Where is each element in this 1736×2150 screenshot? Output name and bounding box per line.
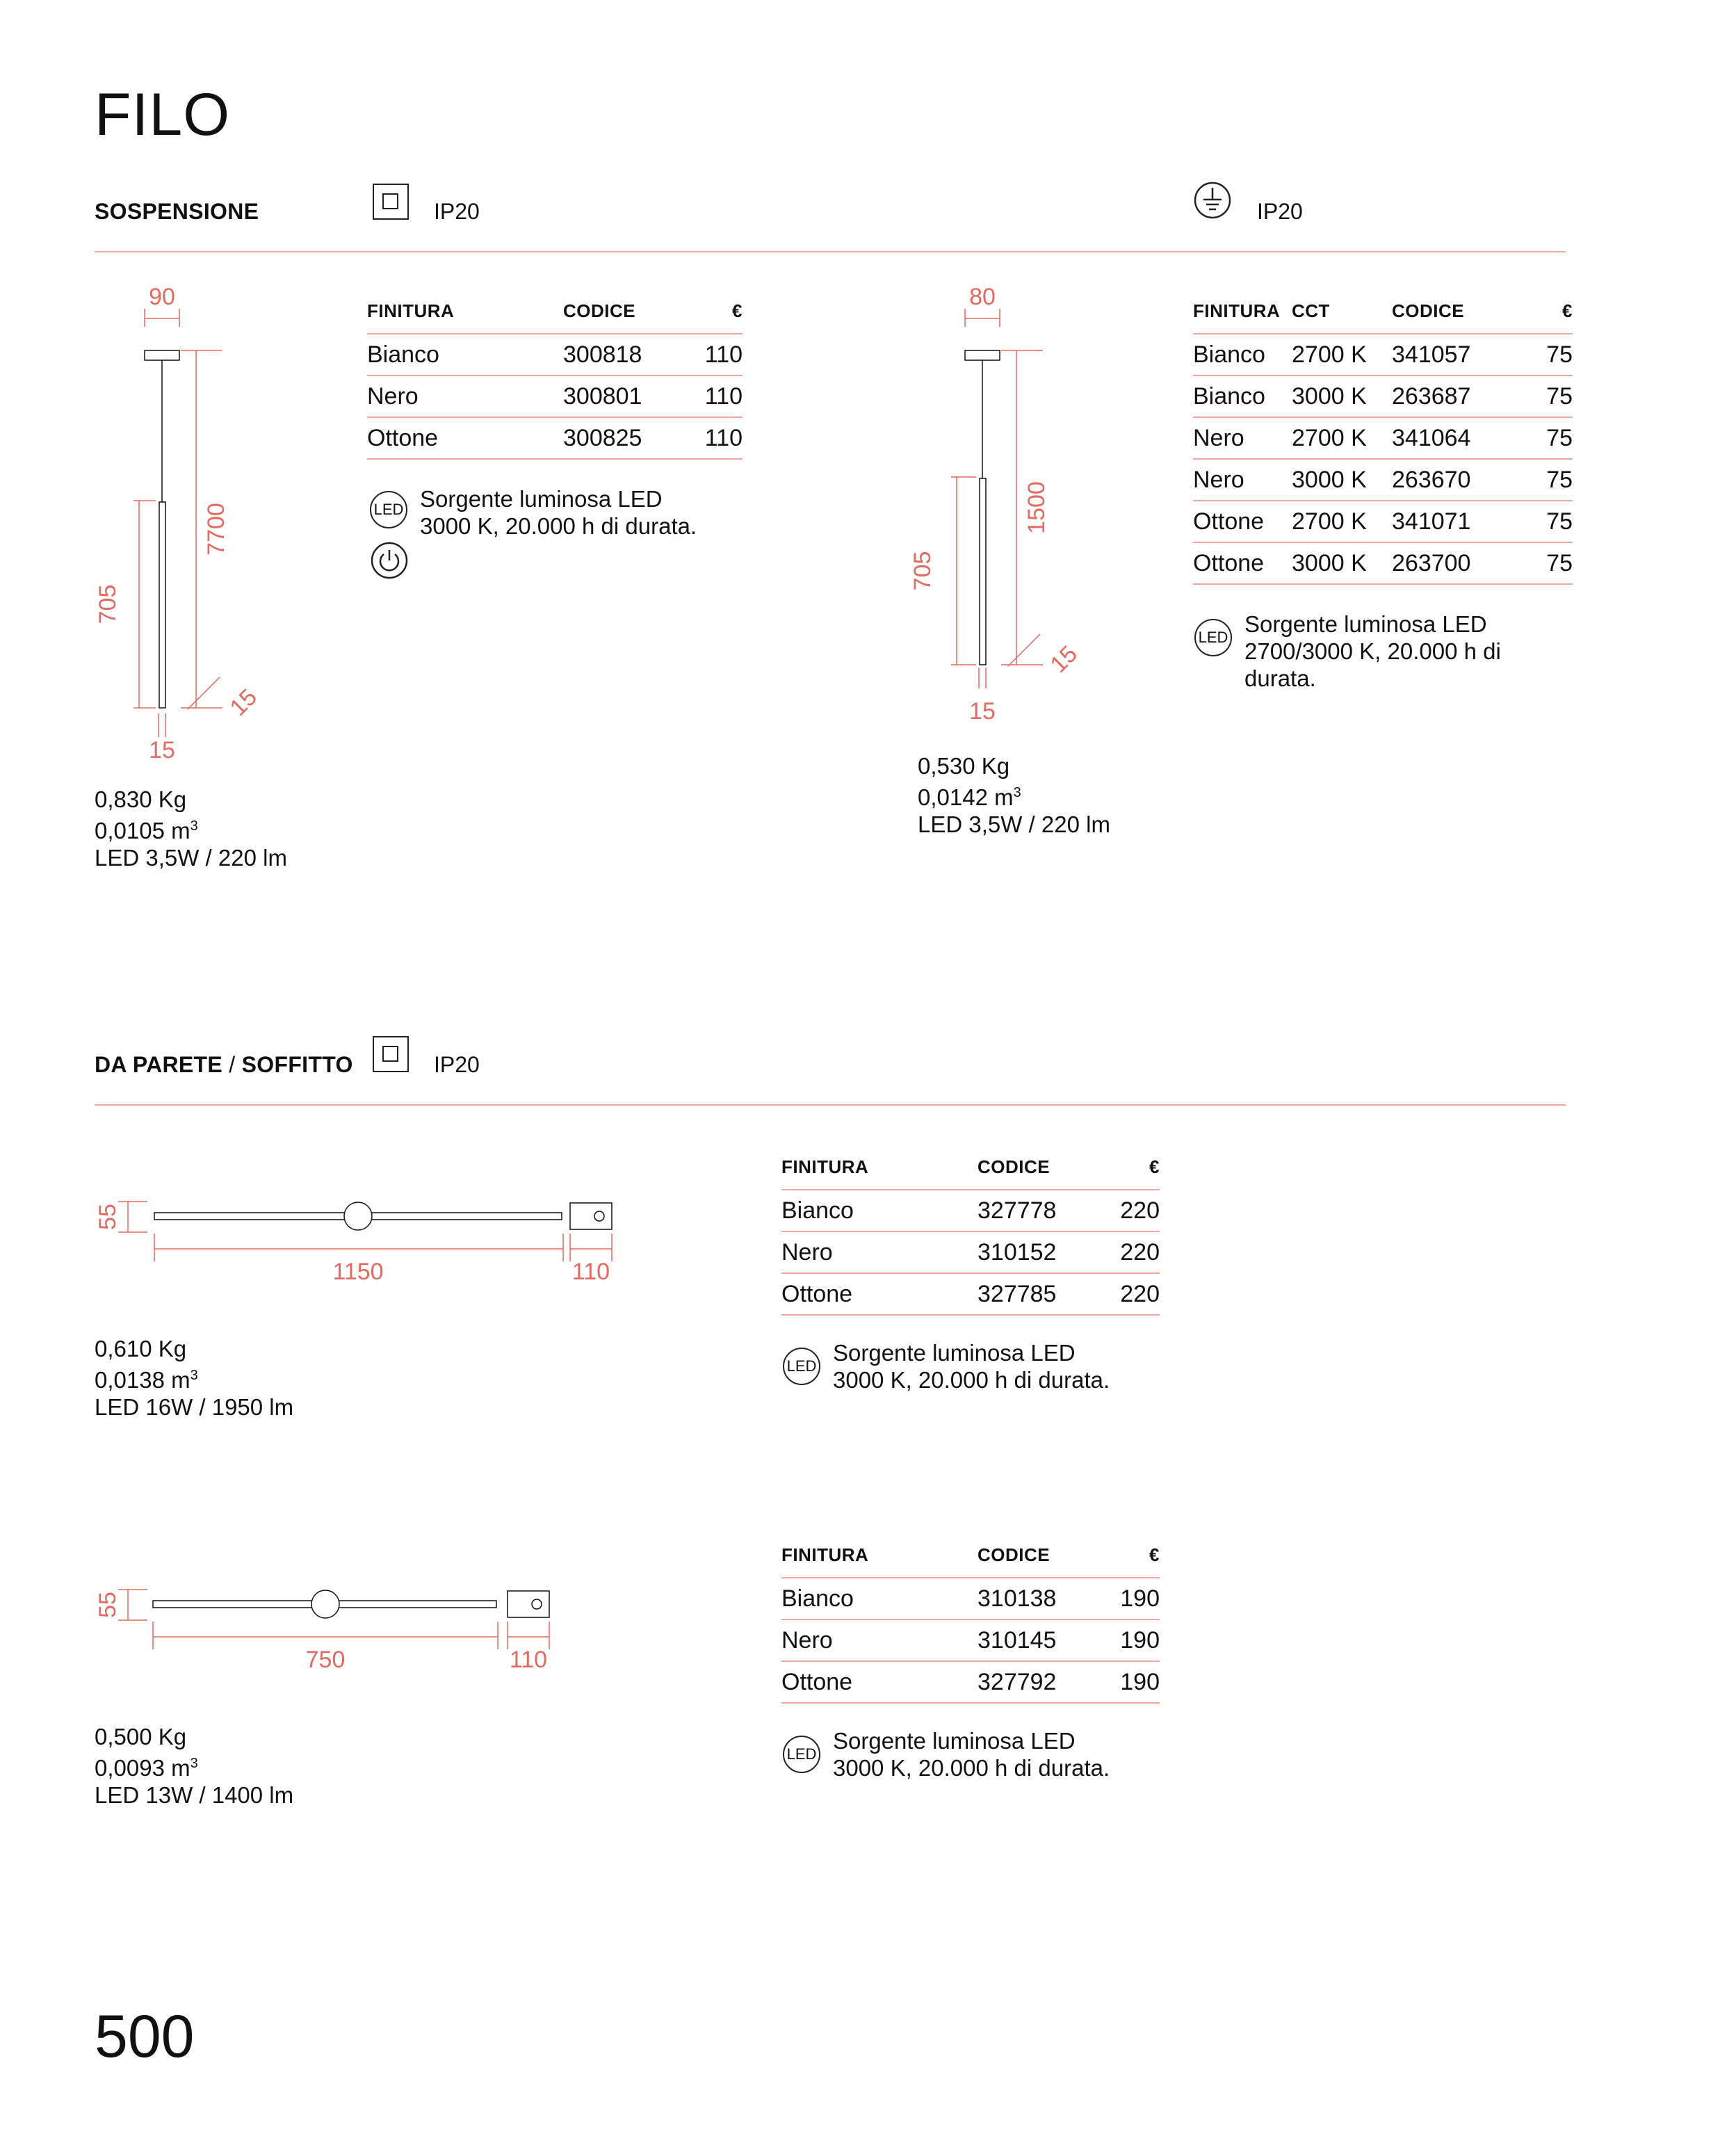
led-power: LED 16W / 1950 lm (95, 1394, 294, 1420)
led-power: LED 13W / 1400 lm (95, 1782, 294, 1808)
pendant-drawing-left (83, 278, 306, 779)
col-header: € (1110, 1544, 1160, 1578)
dim-top: 90 (149, 284, 175, 310)
dim-height: 55 (95, 1204, 121, 1230)
dim-height: 1500 (1023, 481, 1050, 534)
table-row: Ottone 2700 K 341071 75 (1193, 501, 1573, 542)
table-row: Nero 310145 190 (781, 1619, 1160, 1661)
led-icon: LED (783, 1348, 820, 1385)
table-row: Ottone 327785 220 (781, 1273, 1160, 1315)
dim-bottom: 15 (149, 737, 175, 763)
section-title-parete: DA PARETE / SOFFITTO (95, 1052, 353, 1077)
product-table-left (367, 300, 743, 460)
led-note: Sorgente luminosa LED 3000 K, 20.000 h di durata. (833, 1340, 1110, 1393)
volume: 0,0138 $m^3$ (95, 1367, 198, 1393)
weight: 0,610 Kg (95, 1336, 187, 1361)
specs-wall-1 (95, 1335, 293, 1421)
led-note: Sorgente luminosa LED 2700/3000 K, 20.000 h di durata. (1244, 611, 1501, 691)
col-header: € (1110, 1156, 1160, 1190)
dim-lamp: 705 (909, 551, 936, 591)
col-header: CCT (1292, 300, 1392, 334)
class-ii-insulation-icon (373, 1036, 409, 1072)
wall-lamp-drawing-2 (83, 1570, 640, 1688)
led-note: Sorgente luminosa LED 3000 K, 20.000 h di durata. (420, 486, 697, 539)
section-title-sospensione: SOSPENSIONE (95, 199, 259, 224)
product-table-wall-1 (781, 1156, 1160, 1316)
dim-height: 7700 (203, 503, 229, 556)
product-table-wall-2 (781, 1544, 1160, 1704)
weight: 0,530 Kg (918, 753, 1010, 779)
col-header: CODICE (977, 1156, 1110, 1190)
table-row: Bianco 300818 110 (367, 334, 743, 375)
col-header: FINITURA (1193, 300, 1292, 334)
table-row: Ottone 327792 190 (781, 1661, 1160, 1703)
dim-bottom: 15 (969, 698, 996, 725)
table-row: Bianco 310138 190 (781, 1578, 1160, 1619)
dim-lamp: 705 (95, 584, 121, 624)
led-icon: LED (370, 491, 407, 528)
led-icon: LED (783, 1736, 820, 1773)
specs-left (95, 786, 287, 871)
dim-base: 110 (509, 1647, 548, 1673)
table-row: Nero 310152 220 (781, 1231, 1160, 1273)
specs-wall-2 (95, 1723, 293, 1809)
col-header: FINITURA (367, 300, 563, 334)
led-note: Sorgente luminosa LED 3000 K, 20.000 h di durata. (833, 1728, 1110, 1781)
col-header: CODICE (1392, 300, 1531, 334)
dim-base: 110 (571, 1259, 610, 1285)
weight: 0,830 Kg (95, 786, 187, 812)
volume: 0,0105 $m^3$ (95, 818, 198, 843)
weight: 0,500 Kg (95, 1724, 187, 1749)
volume: 0,0142 $m^3$ (918, 784, 1021, 810)
table-row: Nero 3000 K 263670 75 (1193, 459, 1573, 501)
table-row: Bianco 327778 220 (781, 1190, 1160, 1231)
table-row: Ottone 300825 110 (367, 417, 743, 459)
ip-rating: IP20 (434, 199, 480, 224)
section-divider (95, 1104, 1566, 1106)
col-header: € (695, 300, 743, 334)
section-divider (95, 251, 1566, 252)
product-table-right (1193, 300, 1573, 585)
volume: 0,0093 $m^3$ (95, 1755, 198, 1781)
class-ii-insulation-icon (373, 184, 409, 220)
dim-length: 750 (305, 1647, 346, 1673)
power-switch-icon (370, 541, 409, 580)
col-header: CODICE (563, 300, 695, 334)
led-power: LED 3,5W / 220 lm (918, 811, 1110, 837)
led-icon: LED (1194, 619, 1232, 656)
wall-lamp-drawing-1 (83, 1182, 640, 1300)
table-row: Ottone 3000 K 263700 75 (1193, 542, 1573, 584)
col-header: CODICE (977, 1544, 1110, 1578)
table-row: Nero 300801 110 (367, 375, 743, 417)
table-row: Bianco 3000 K 263687 75 (1193, 375, 1573, 417)
dim-top: 80 (969, 284, 996, 310)
col-header: FINITURA (781, 1156, 977, 1190)
led-power: LED 3,5W / 220 lm (95, 845, 287, 871)
specs-right (918, 752, 1110, 838)
col-header: FINITURA (781, 1544, 977, 1578)
page-title: FILO (95, 81, 231, 148)
page-number: 500 (95, 2003, 195, 2070)
ip-rating: IP20 (1257, 199, 1303, 224)
col-header: € (1531, 300, 1573, 334)
pendant-drawing-right (904, 278, 1126, 737)
table-row: Nero 2700 K 341064 75 (1193, 417, 1573, 459)
earth-ground-icon (1193, 181, 1232, 220)
dim-height: 55 (95, 1592, 121, 1618)
dim-tilt: 15 (1045, 640, 1083, 679)
dim-length: 1150 (332, 1259, 384, 1285)
table-row: Bianco 2700 K 341057 75 (1193, 334, 1573, 375)
dim-tilt: 15 (225, 684, 263, 722)
ip-rating: IP20 (434, 1052, 480, 1077)
